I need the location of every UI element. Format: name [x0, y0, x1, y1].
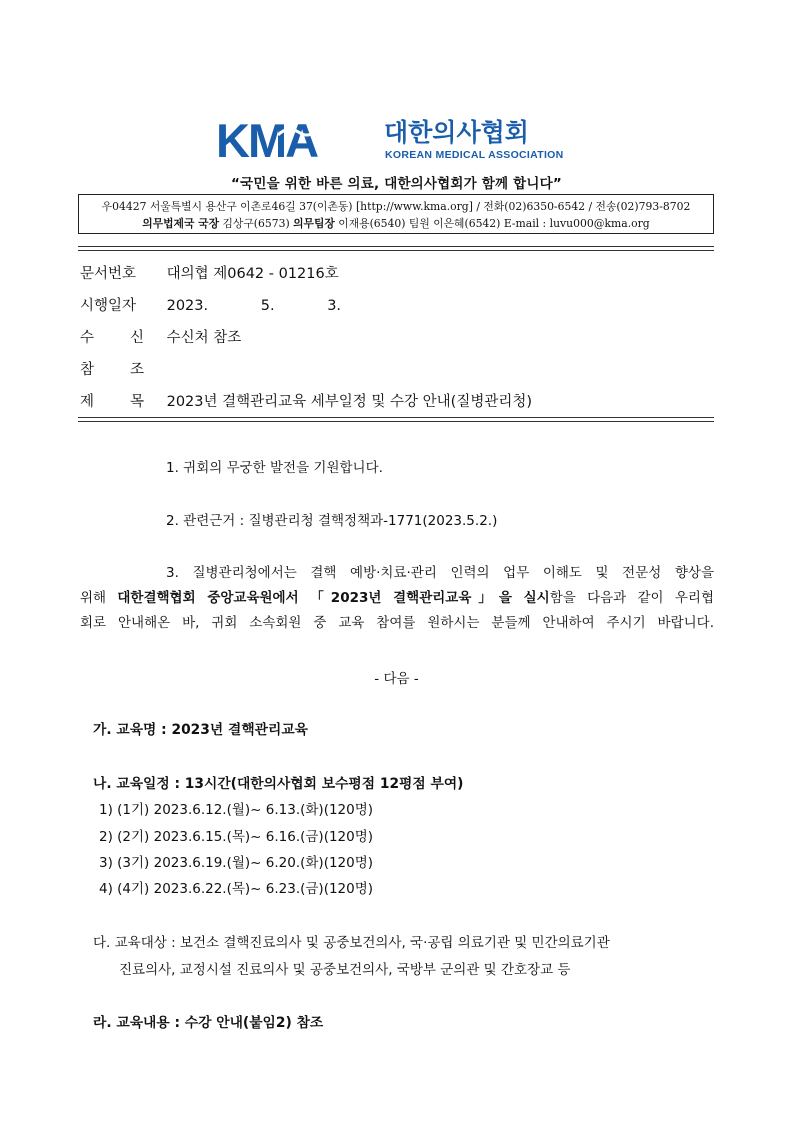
bureau-label: 의무법제국 국장: [142, 217, 220, 230]
date-day: 3.: [327, 298, 342, 314]
paragraph-3-line-2: 위해 대한결핵협회 중앙교육원에서 「2023년 결핵관리교육」을 실시함을 다음과 같이 우리협: [80, 590, 714, 606]
reference-row: [80, 358, 167, 380]
schedule-item: 1) (1기) 2023.6.12.(월)~ 6.13.(화)(120명): [99, 802, 374, 818]
paragraph-3-line-1: 3. 질병관리청에서는 결핵 예방·치료·관리 인력의 업무 이해도 및 전문성 향상을: [166, 565, 714, 581]
section-da-line-1: 다. 교육대상 : 보건소 결핵진료의사 및 공중보건의사, 국·공립 의료기관 및 민간의료기관: [93, 935, 610, 951]
recipient-label: 수 신: [80, 330, 144, 346]
org-name-en: KOREAN MEDICAL ASSOCIATION: [385, 149, 564, 161]
org-name-kr: 대한의사협회: [384, 118, 529, 147]
recipient-value: 수신처 참조: [166, 330, 242, 346]
doc-number-value: 대의협 제0642 - 01216호: [166, 266, 339, 282]
paragraph-3-line-3: 회로 안내해온 바, 귀회 소속회원 중 교육 참여를 원하시는 분들께 안내하여 주시기 바랍니다.: [80, 615, 714, 631]
subject-label: 제 목: [80, 394, 144, 410]
section-na: 나. 교육일정 : 13시간(대한의사협회 보수평점 12평점 부여): [93, 776, 464, 792]
schedule-item: 3) (3기) 2023.6.19.(월)~ 6.20.(화)(120명): [99, 855, 374, 871]
date-label: 시행일자: [80, 298, 137, 314]
date-year: 2023.: [166, 298, 209, 314]
paragraph-3-emphasis: 대한결핵협회 중앙교육원에서 「2023년 결핵관리교육」을 실시: [117, 590, 550, 606]
reference-label: 참 조: [80, 362, 144, 378]
doc-number-row: [80, 262, 339, 284]
subject-row: [80, 390, 532, 412]
next-marker: - 다음 -: [374, 671, 419, 687]
kma-logo: [216, 115, 576, 163]
contact-box: [78, 194, 714, 234]
section-da-line-2: 진료의사, 교정시설 진료의사 및 공중보건의사, 국방부 군의관 및 간호장교 등: [119, 962, 571, 978]
date-row: [80, 294, 341, 316]
contact-staff-line: [79, 216, 713, 231]
bureau-person: 김상구(6573): [222, 217, 290, 230]
team-person: 이재용(6540) 팀원 이은혜(6542) E-mail : luvu000@kma.org: [338, 217, 650, 230]
paragraph-2: 2. 관련근거 : 질병관리청 결핵정책과-1771(2023.5.2.): [166, 513, 498, 529]
schedule-item: 4) (4기) 2023.6.22.(목)~ 6.23.(금)(120명): [99, 881, 374, 897]
slogan: “국민을 위한 바른 의료, 대한의사협회가 함께 합니다”: [231, 176, 562, 192]
doc-number-label: 문서번호: [80, 266, 137, 282]
paragraph-1: 1. 귀회의 무궁한 발전을 기원합니다.: [166, 460, 383, 476]
bottom-double-rule: [78, 417, 714, 422]
date-month: 5.: [260, 298, 275, 314]
top-double-rule: [78, 246, 714, 251]
subject-value: 2023년 결핵관리교육 세부일정 및 수강 안내(질병관리청): [166, 394, 533, 410]
team-label: 의무팀장: [293, 217, 335, 230]
schedule-item: 2) (2기) 2023.6.15.(목)~ 6.16.(금)(120명): [99, 829, 374, 845]
contact-address-line: 우04427 서울특별시 용산구 이촌로46길 37(이촌동) [http://www.kma.org] / 전화(02)6350-6542 / 전송(02)793-8702: [101, 200, 691, 213]
logo-text: KMA: [216, 115, 318, 163]
recipient-row: [80, 326, 241, 348]
section-ra: 라. 교육내용 : 수강 안내(붙임2) 참조: [93, 1015, 324, 1031]
section-ga: 가. 교육명 : 2023년 결핵관리교육: [93, 722, 308, 738]
